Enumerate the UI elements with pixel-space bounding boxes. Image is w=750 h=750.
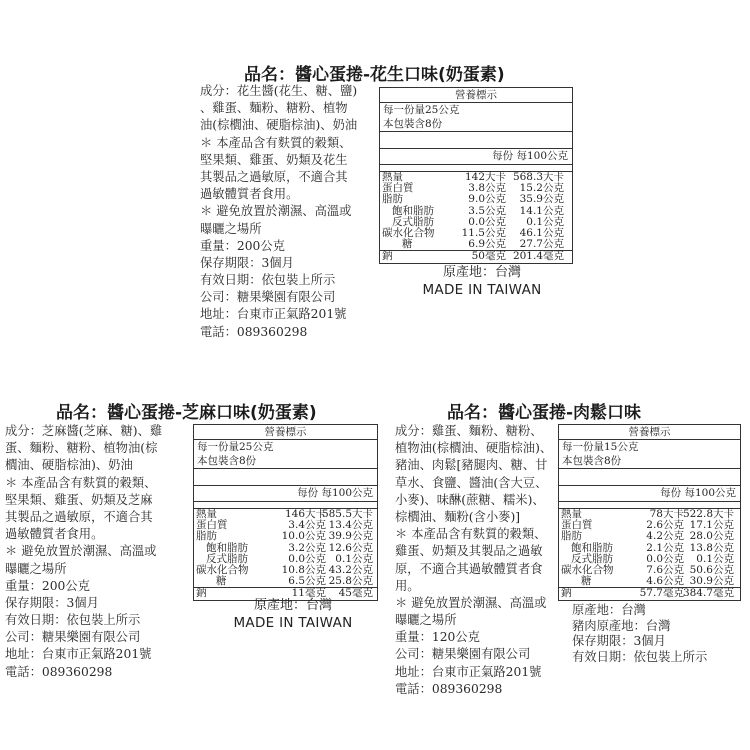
product-title: 品名：醬心蛋捲-花生口味(奶蛋素) [244,65,505,85]
text-line: 公司：糖果樂園有限公司 [395,647,531,662]
nutrition-column-header [559,486,740,502]
extra-info-block [572,603,742,665]
nutrition-table [193,424,378,601]
nutrient-per-serving: 3.5公克 [468,204,506,217]
nutrient-per-serving: 0.0公克 [646,552,684,565]
nutrition-row [194,576,377,587]
text-line: 重量：200公克 [200,238,285,253]
text-line: 堅果類、雞蛋、奶類及芝麻 [5,492,153,507]
text-line: 棕櫚油、麵粉(含小麥)] [395,509,521,524]
text-line: 保存期限：3個月 [200,255,294,270]
nutrient-per-100g: 28.0公克 [689,530,734,543]
nutrient-per-serving: 7.6公克 [646,563,684,576]
nutrition-column-header [194,486,377,502]
col-per-serving: 每份 [492,150,514,162]
nutrient-per-serving: 6.9公克 [468,238,506,251]
serving-info [559,440,740,469]
nutrient-per-100g: 522.8大卡 [682,508,734,520]
nutrient-name: 反式脂肪 [392,215,434,228]
nutrient-per-100g: 13.4公克 [328,519,373,532]
text-line: 櫚油、硬脂棕油)、奶油 [5,458,133,473]
text-line: 過敏體質者食用。 [5,527,104,542]
text-line: 原產地：台灣 [572,603,646,617]
nutrition-rows [559,509,740,600]
nutrient-name: 糖 [402,238,413,251]
text-line: 地址：台東市正氣路201號 [200,307,347,322]
nutrient-per-serving: 11毫克 [291,587,326,600]
nutrient-name: 飽和脂肪 [206,541,248,554]
nutrient-name: 反式脂肪 [571,552,613,565]
text-line: 成分：花生醬(花生、糖、鹽) [200,84,358,98]
nutrient-per-serving: 142大卡 [464,171,506,183]
text-line: ＊ 本產品含有麩質的穀類、 [200,135,352,150]
nutrition-header: 營養標示 [559,425,740,440]
text-line: 豬油、肉鬆[豬腿肉、糖、甘 [395,458,548,473]
nutrient-name: 蛋白質 [196,519,228,532]
serving-size: 每一份量15公克 [562,441,639,453]
nutrition-header: 營養標示 [194,425,377,440]
text-line: 電話：089360298 [395,681,503,696]
nutrition-column-header [380,149,572,165]
product-title: 品名：醬心蛋捲-肉鬆口味 [447,403,642,423]
nutrition-table [558,424,741,601]
nutrient-per-100g: 50.6公克 [689,563,734,576]
text-line: 曝曬之場所 [395,613,457,628]
text-line: 豬肉原產地：台灣 [572,618,671,633]
text-line: 小麥)、味醂(蔗糖、糯米)、 [395,492,545,507]
origin-text: 原產地：台灣 [442,265,521,280]
ingredients-block [200,83,376,341]
nutrient-per-serving: 4.2公克 [646,530,684,543]
text-line: 植物油(棕櫚油、硬脂棕油)、 [395,441,553,456]
nutrient-name: 脂肪 [382,193,403,206]
nutrient-per-100g: 39.9公克 [328,530,373,543]
nutrient-name: 飽和脂肪 [571,541,613,554]
text-line: 蛋、麵粉、糖粉、植物油(棕 [5,441,158,456]
nutrient-per-100g: 585.5大卡 [321,508,373,520]
nutrient-name: 熱量 [196,508,217,520]
nutrient-per-serving: 0.0公克 [288,552,326,565]
nutrition-row [380,239,572,250]
nutrient-name: 鈉 [561,587,572,600]
text-line: ＊ 避免放置於潮濕、高溫或 [5,544,157,559]
nutrient-name: 鈉 [196,587,207,600]
nutrient-per-serving: 3.4公克 [288,519,326,532]
nutrient-per-serving: 50毫克 [471,250,506,263]
text-line: 地址：台東市正氣路201號 [395,664,542,679]
nutrient-name: 鈉 [382,250,393,263]
nutrient-per-100g: 15.2公克 [519,182,564,195]
text-line: ＊ 本產品含有麩質的穀類、 [395,527,547,542]
text-line: 重量：120公克 [395,630,480,645]
nutrient-name: 碳水化合物 [196,563,249,576]
text-line: 有效日期：依包裝上所示 [572,649,708,664]
nutrient-per-serving: 10.0公克 [281,530,326,543]
nutrient-name: 糖 [581,575,592,588]
serving-size: 每一份量25公克 [197,441,274,453]
text-line: 用。 [395,578,420,593]
col-per-serving: 每份 [660,487,682,499]
nutrient-per-100g: 30.9公克 [689,575,734,588]
col-per-serving: 每份 [297,487,319,499]
nutrient-name: 蛋白質 [382,182,414,195]
nutrient-per-serving: 0.0公克 [468,215,506,228]
nutrient-per-100g: 13.8公克 [689,541,734,554]
nutrient-per-100g: 27.7公克 [519,238,564,251]
nutrient-name: 碳水化合物 [561,563,614,576]
text-line: 成分：芝麻醬(芝麻、糖)、雞 [5,424,163,438]
nutrition-row [559,576,740,587]
nutrient-name: 熱量 [382,171,403,183]
text-line: 草水、食鹽、醬油(含大豆、 [395,475,548,490]
text-line: 、雞蛋、麵粉、糖粉、植物 [200,101,348,116]
nutrition-row [559,531,740,542]
col-per-100g: 每100公克 [321,487,373,499]
col-per-100g: 每100公克 [684,487,736,499]
nutrient-per-serving: 2.6公克 [646,519,684,532]
nutrient-name: 反式脂肪 [206,552,248,565]
nutrient-per-100g: 25.8公克 [328,575,373,588]
nutrient-per-100g: 384.7毫克 [682,587,734,600]
nutrient-per-100g: 12.6公克 [328,541,373,554]
nutrient-per-100g: 43.2公克 [328,563,373,576]
nutrient-per-serving: 9.0公克 [468,193,506,206]
nutrient-name: 糖 [216,575,227,588]
text-line: 其製品之過敏原，不適合其 [5,509,153,524]
text-line: ＊ 避免放置於潮濕、高溫或 [200,204,352,219]
nutrition-row [194,531,377,542]
ingredients-block [395,423,555,698]
nutrient-per-serving: 6.5公克 [288,575,326,588]
nutrition-rows [194,509,377,600]
origin-label [222,594,364,631]
nutrient-per-100g: 46.1公克 [519,226,564,239]
text-line: 雞蛋、奶類及其製品之過敏 [395,544,543,559]
nutrient-per-serving: 3.2公克 [288,541,326,554]
nutrient-per-serving: 10.8公克 [281,563,326,576]
nutrient-per-100g: 45毫克 [338,587,373,600]
nutrient-name: 飽和脂肪 [392,204,434,217]
nutrition-row [380,194,572,205]
nutrient-per-100g: 17.1公克 [689,519,734,532]
text-line: 電話：089360298 [200,324,308,339]
text-line: 公司：糖果樂園有限公司 [5,630,141,645]
nutrient-per-100g: 35.9公克 [519,193,564,206]
text-line: 有效日期：依包裝上所示 [200,273,336,288]
nutrient-name: 蛋白質 [561,519,593,532]
nutrition-row [559,587,740,599]
nutrient-name: 脂肪 [561,530,582,543]
text-line: ＊ 本產品含有麩質的穀類、 [5,475,157,490]
text-line: 堅果類、雞蛋、奶類及花生 [200,152,348,167]
nutrition-rows [380,172,572,263]
nutrition-spacer [380,132,572,149]
servings-per-pack: 本包裝含8份 [383,118,443,130]
origin-label [411,261,553,298]
nutrient-per-100g: 568.3大卡 [512,171,564,183]
product-title: 品名：醬心蛋捲-芝麻口味(奶蛋素) [56,403,317,423]
text-line: 油(棕櫚油、硬脂棕油)、奶油 [200,118,358,133]
serving-size: 每一份量25公克 [383,104,460,116]
serving-info [380,103,572,132]
col-per-100g: 每100公克 [516,150,568,162]
text-line: 重量：200公克 [5,578,90,593]
nutrient-per-serving: 57.7毫克 [639,587,684,600]
text-line: 電話：089360298 [5,664,113,679]
text-line: 保存期限：3個月 [5,595,99,610]
nutrient-per-serving: 11.5公克 [461,226,506,239]
text-line: 成分：雞蛋、麵粉、糖粉、 [395,424,543,438]
made-in-text: MADE IN TAIWAN [422,282,542,298]
nutrient-per-serving: 78大卡 [649,508,684,520]
text-line: 曝曬之場所 [5,561,67,576]
nutrition-spacer [194,469,377,486]
nutrient-per-serving: 4.6公克 [646,575,684,588]
nutrition-header: 營養標示 [380,88,572,103]
servings-per-pack: 本包裝含8份 [562,455,622,467]
origin-text: 原產地：台灣 [253,598,332,613]
text-line: 公司：糖果樂園有限公司 [200,290,336,305]
nutrient-per-100g: 0.1公克 [335,552,373,565]
nutrient-per-100g: 14.1公克 [519,204,564,217]
text-line: 其製品之過敏原，不適合其 [200,169,348,184]
nutrient-per-serving: 146大卡 [284,508,326,520]
text-line: 曝曬之場所 [200,221,262,236]
nutrient-name: 熱量 [561,508,582,520]
nutrient-per-100g: 201.4毫克 [512,250,564,263]
text-line: 過敏體質者食用。 [200,187,299,202]
text-line: 有效日期：依包裝上所示 [5,613,141,628]
text-line: 原，不適合其過敏體質者食 [395,561,543,576]
nutrition-table [379,87,573,264]
text-line: 保存期限：3個月 [572,634,666,648]
nutrition-spacer [559,469,740,486]
text-line: 地址：台東市正氣路201號 [5,647,152,662]
made-in-text: MADE IN TAIWAN [233,615,353,631]
nutrient-name: 脂肪 [196,530,217,543]
serving-info [194,440,377,469]
servings-per-pack: 本包裝含8份 [197,455,257,467]
nutrient-per-100g: 0.1公克 [526,215,564,228]
nutrient-per-100g: 0.1公克 [696,552,734,565]
ingredients-block [5,423,187,681]
text-line: ＊ 避免放置於潮濕、高溫或 [395,595,547,610]
nutrient-name: 碳水化合物 [382,226,435,239]
nutrient-per-serving: 3.8公克 [468,182,506,195]
nutrient-per-serving: 2.1公克 [646,541,684,554]
